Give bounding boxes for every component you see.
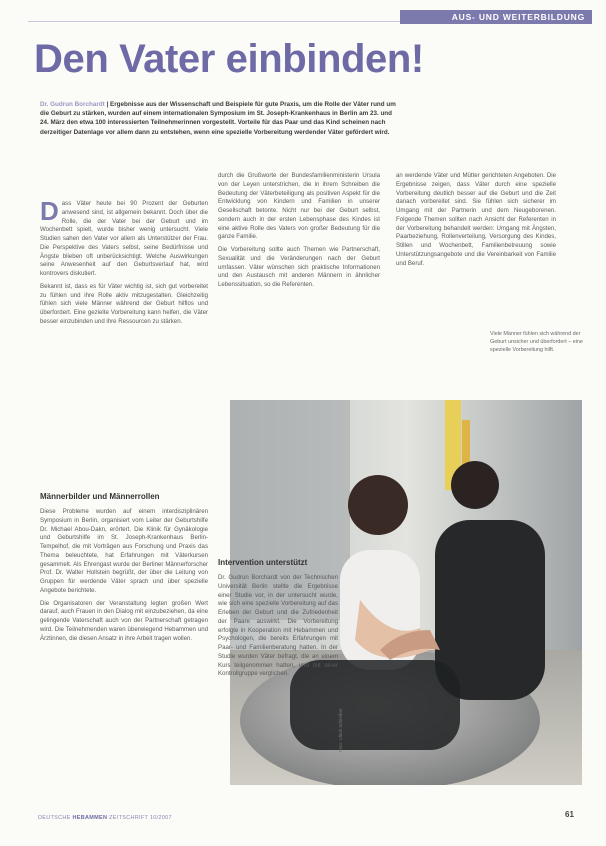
column-2-upper: [218, 172, 380, 384]
photo-credit: Foto: Ulrich Schreiber: [338, 708, 343, 752]
column-1-lower: [40, 508, 208, 798]
footer-magazine: HEBAMMEN: [72, 815, 108, 821]
col1-paragraph-4: Die Organisatoren der Veranstaltung legten großen Wert darauf, auch Frauen in den Dialog mit einzubeziehen, da eine gelingende Vaterschaft auch von der Partnerschaft getragen wird. Die Teilnehmenden waren überwiegend Hebammen und Ärztinnen, die diesen Ansatz in ihre Arbeit tragen wollen.: [40, 599, 208, 642]
article-title: Den Vater einbinden!: [34, 37, 424, 81]
photo-caption: Viele Männer fühlen sich während der Geburt unsicher und überfordert – eine spezielle Vorbereitung hilft.: [490, 331, 583, 354]
col1-paragraph-2: Bekannt ist, dass es für Väter wichtig ist, sich gut vorbereitet zu fühlen und ihre Rolle aktiv mitzugestalten. Gleichzeitig fühlen sich viele Männer während der Geburt hilflos und überfordert. Eine gezielte Vorbereitung kann helfen, die Väter besser einzubinden und ihre Ressourcen zu stärken.: [40, 282, 208, 325]
col1-paragraph-1: ass Väter heute bei 90 Prozent der Geburten anwesend sind, ist allgemein bekannt. Doch über die Rolle, die der Vater bei der Geburt und im Wochenbett spielt, wurde bisher wenig untersucht. Viele Studien sahen den Vater vor allem als Unterstützer der Frau. Die Perspektive des Vaters selbst, seine Bedürfnisse und Ängste blieben oft unberücksichtigt. Welche Auswirkungen seine Anwesenheit auf den Geburtsverlauf hat, wird kontrovers diskutiert.: [40, 200, 208, 277]
footer-prefix: DEUTSCHE: [38, 815, 71, 821]
section-banner: AUS- UND WEITERBILDUNG: [400, 10, 592, 24]
lead-text: | Ergebnisse aus der Wissenschaft und Beispiele für gute Praxis, um die Rolle der Väter rund um die Geburt zu stärken, wurden auf einem internationalen Symposium im St. Joseph-Krankenhaus in Berlin am 23. und 24. März den etwa 100 interessierten Teilnehmerinnen vorgestellt. Vorteile für das Paar und das Kind scheinen nach derzeitiger Datenlage vor allem dann zu entstehen, wenn eine spezielle Vorbereitung werdender Väter gefördert wird.: [40, 101, 396, 136]
subhead-intervention: Intervention unterstützt: [218, 558, 308, 567]
col1-paragraph-3: Diese Probleme wurden auf einem interdisziplinären Symposium in Berlin, organisiert vom Leiter der Geburtshilfe Dr. Michael Abou-Dakn, erörtert. Die Klinik für Gynäkologie und Geburtshilfe im St. Joseph-Krankenhaus Berlin-Tempelhof, die mit Vorträgen aus Forschung und Praxis das Thema beleuchtete, hat Erfahrungen mit Väterkursen gesammelt. Als Ehrengast wurde der Berliner Männerforscher Prof. Dr. Walter Hollstein begrüßt, der über die Leitung von Gruppen für werdende Väter sprach und über spezielle Angebote berichtete.: [40, 508, 208, 594]
col2-paragraph-2: Die Vorbereitung sollte auch Themen wie Partnerschaft, Sexualität und die Veränderungen nach der Geburt umfassen. Väter wünschen sich praktische Informationen und den Austausch mit anderen Männern in ähnlicher Lebenssituation, so die Referenten.: [218, 246, 380, 288]
page-number: 61: [565, 810, 574, 819]
col2-paragraph-1: durch die Grußworte der Bundesfamilienministerin Ursula von der Leyen unterstrichen, die in ihrem Schreiben die Bedeutung der Väterbeteiligung als positiven Aspekt für die Entwicklung von Kindern und Familien in unserer Gesellschaft betonte. Nicht nur bei der Geburt selbst, sondern auch in der ersten Lebensphase des Kindes ist eine aktive Rolle des Vaters von großer Bedeutung für die ganze Familie.: [218, 172, 380, 241]
footer-issue: ZEITSCHRIFT 10/2007: [109, 815, 172, 821]
column-2-lower: [218, 574, 338, 796]
lead-paragraph: [40, 100, 402, 137]
column-1-upper: [40, 200, 208, 485]
dropcap-letter: D: [40, 200, 59, 226]
header-rule: [28, 21, 400, 22]
col2-paragraph-3: Dr. Gudrun Borchardt von der Technischen Universität Berlin stellte die Ergebnisse einer Studie vor, in der untersucht wurde, wie sich eine spezielle Vorbereitung auf das Erleben der Geburt und die Zufriedenheit der Paare auswirkt. Die Vorbereitung erfolgte in Kooperation mit Hebammen und Psychologen, die bereits Erfahrungen mit Paar- und Familienberatung hatten. In der Studie wurden Väter befragt, die an einem Kurs teilgenommen hatten, und mit einer Kontrollgruppe verglichen.: [218, 574, 338, 678]
col3-paragraph-1: an werdende Väter und Mütter gerichteten Angeboten. Die Ergebnisse zeigen, dass Väter durch eine spezielle Vorbereitung deutlich besser auf die Geburt und die Zeit danach vorbereitet sind. Sie fühlen sich sicherer im Umgang mit der Partnerin und dem Neugeborenen. Folgende Themen sollten nach Ansicht der Referenten in der Vorbereitung behandelt werden: Umgang mit Ängsten, Paarbeziehung, Rollenverteilung, Versorgung des Kindes, Stillen und Wochenbett, Familienbetreuung sowie Unterstützungsangebote und die Vereinbarkeit von Familie und Beruf.: [396, 172, 556, 267]
subhead-maennerbilder: Männerbilder und Männerrollen: [40, 492, 160, 501]
lead-author: Dr. Gudrun Borchardt: [40, 101, 105, 108]
footer-publication: [38, 815, 172, 821]
